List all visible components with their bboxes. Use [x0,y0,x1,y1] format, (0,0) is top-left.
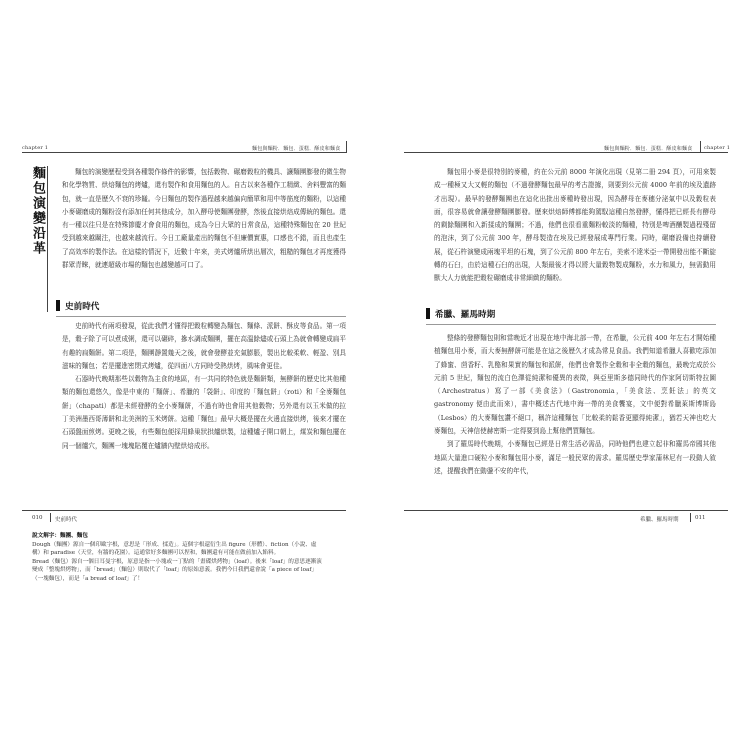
left-page-number: 010 [32,515,43,521]
paragraph: 麵包的演變歷程受到各種製作條件的影響，包括穀物、碾磨穀粒的機具、讓麵團膨發的微生物和化學物質、烘焙麵包的烤爐，還有製作和食用麵包的人。自古以來各種作工精緻、舍料豐富的麵包，就一直是歷久不衰的珍饈。今日麵包的製作過程越來越偏向簡單和用中等筋度的麵粉，以這種小麥碾磨成的麵粉沒有添加任何其他成分，加入酵母使麵團發酵，然後直接烘焙成傳統的麵包。還有一種以往只是在特殊節慶才會食用的麵包，成為今日大眾的日常食品，這種特殊麵包在 20 世紀受到越來越關注，也越來越流行。今日工廠量產出的麵包不但廉價實惠，口感也不錯，而且也產生了高效率的製作法。在這樣的情況下，近數十年來，美式烤爐所烘出層次，粗糙的麵包才再度獲得群眾青睞，就連超級市場的麵包也越變越可口了。 [62,168,346,270]
title-side-rule [47,166,48,312]
sidebar-line: Bread（麵包）源自一個日耳曼字根，原意是指一小塊或一丁點的「畫碟烘烤物」（loaf）。後來「loaf」的意思逐漸演變成「整塊烘烤物」，而「bread」（麵包）則取代了「loaf」的原始意義。我們今日我們還會說「a piece of loaf」（一塊麵包），而是「a bread of loaf」了！ [32,558,322,582]
section-rule [426,324,716,325]
paragraph: 整條的發酵麵包則和當晚近才出現在地中海北部一帶，在希臘，公元前 400 年左右才開始種植麵包用小麥，而大麥無酵餅可能是在這之後歷久才成為常見食品。我們知道希臘人喜歡吃添加了蜂蜜、茴香籽、乳酪和果實的麵包和派餅，他們也會製作全穀和非全穀的麵包，最晚完成於公元前 5 世紀，麵包的流白色澤從純潔和優異的表徵，與亞里斯多德同時代的作家阿切斯特拉圖（Archestratus）寫了一部《美食法》（Gastronomia，「美食法、烹飪法」的英文 gastronomy 便由此而來），書中概述古代地中海一帶的美食饗宴，文中便對希臘萊斯博斯島（Lesbos）的大麥麵包讚不絕口，稱許這種麵包「比較柔的鬆香更顯得純潔」，猶若天神也吃大麥麵包，天神信使赫密斯一定得要到島上幫他們買麵包。 [434,334,716,436]
chapter-title: 麵包演變沿革 [30,166,45,256]
left-intro-text [62,166,346,272]
right-page-number: 011 [695,515,706,521]
section-heading-greece-rome: 希臘、羅馬時期 [435,310,496,320]
section-rule [56,316,346,317]
left-footer-rule [22,510,346,511]
right-intro-text [434,166,716,286]
etymology-sidebar [32,532,324,583]
right-folio-label: 希臘、羅馬時期 [640,517,679,523]
paragraph: 史前時代有兩項發現，從此我們才懂得把穀粒轉變為麵包、麵條、派餅、酥皮等食品。第一項是，穀子除了可以煮成粥，還可以碾碎，摻水調成麵團，擺在高溫餘燼或石頭上為就會轉變成扁平有趣的扁麵餅。第二項是，麵團靜置幾天之後，就會發酵並充氣膨脹，製出比較柔軟、輕盈、別具滋味的麵包；若是擺進密閉式烤爐，從四面八方同時受熱烘烤，風味會更佳。 [62,322,346,370]
right-chapter-label: chapter 1 [704,145,731,151]
right-section-text [434,332,716,478]
left-chapter-label: chapter 1 [22,145,49,151]
left-folio-label: 史前時代 [55,517,78,523]
right-running-head: 麵包與麵粉．麵包．蛋糕．酥皮和麵食 [604,146,693,152]
right-footer-rule [404,510,728,511]
left-folio-divider [50,513,51,522]
paragraph: 到了羅馬時代晚期，小麥麵包已經是日常生活必需品，同時他們也建立起非和羅馬帝國其他地區大量進口硬粒小麥和麵包用小麥，滿足一般民眾的需求。羅馬歷史學家蒲林尼有一段動人敘述，提醒我們在動盪不安的年代， [434,440,716,475]
sidebar-line: Dough（麵團）源自一個印歐字根，意思是「形成、揉造」。這個字根還衍生出 figure（形體）、fiction（小說、虛構）和 paradise（天堂，有牆的花園）。這通常好多麵團可以捏和，麵團還有可能在做前加入餡料。 [32,541,317,556]
left-running-head: 麵包與麵粉．麵包．蛋糕．酥皮和麵食 [252,146,341,152]
right-folio-divider [690,513,691,522]
section-heading-prehistory: 史前時代 [65,302,100,312]
left-header-divider [346,141,347,153]
section-marker [426,308,430,319]
left-header-rule [22,152,346,153]
section-marker [56,300,60,311]
right-header-rule [404,152,728,153]
sidebar-title: 說文解字：麵團、麵包 [32,533,88,539]
paragraph: 麵包用小麥是很特別的麥種，約在公元前 8000 年演化出現（見第二冊 294 頁），可用來製成一種極又大又輕的麵包（不過發酵麵包最早的考古證據，則要到公元前 4000 年前的埃及遺跡才出現）。最早的發酵麵團也在這化出批出麥種時發出現，因為酵母在麥穗分泌氣中以及穀粒表面，很容易就會讓發酵麵團膨發。歷來烘焙師傅都能夠駕馭這種自然發酵，懂得把已經長有酵母的剩餘麵團和入新揉成的麵團；不過，他們也很看重麵粉較淡的麵種，特別是啤酒釀製過程殘留的泡沫，到了公元前 300 年，酵母製造在埃及已經發展成專門行業。同時，碾磨設備也持續發展，從石杵演變成兩塊平坦的石塊，到了公元前 800 年左右，美索不達米亞一帶開發出能不斷旋轉的石臼，由於這種石臼的出現，人類最後才得以將大量穀物製成麵粉，水力和風力，無需動用獸大人力就能把穀粒碾磨成非常細緻的麵粉。 [434,168,716,283]
left-section-text [62,320,346,453]
paragraph: 石器時代晚期那些以穀物為主食的地區，有一共同的特色就是麵餅類，無酵餅的歷史比其他種類的麵包還悠久，像是中東的「麵餅」、希臘的「袋餅」、印度的「麵包餅」（roti）和「全麥麵包餅」（chapati）都是未經發酵的全小麥麵餅，不過有時也會用其他穀物；另外還有以玉米做的拉丁美洲墨西哥薄餅和北美洲的玉米烤餅。這種「麵包」最早大概是擺在火邊直接烘烤，後來才擺在石頭盤面煎烤。更晚之後，有些麵包便採用蜂巢狀拱爐烘製，這種爐子開口朝上，煤炭和麵包擺在同一個爐穴，麵團一塊塊貼覆在爐牆內壁烘焙成形。 [62,375,346,450]
